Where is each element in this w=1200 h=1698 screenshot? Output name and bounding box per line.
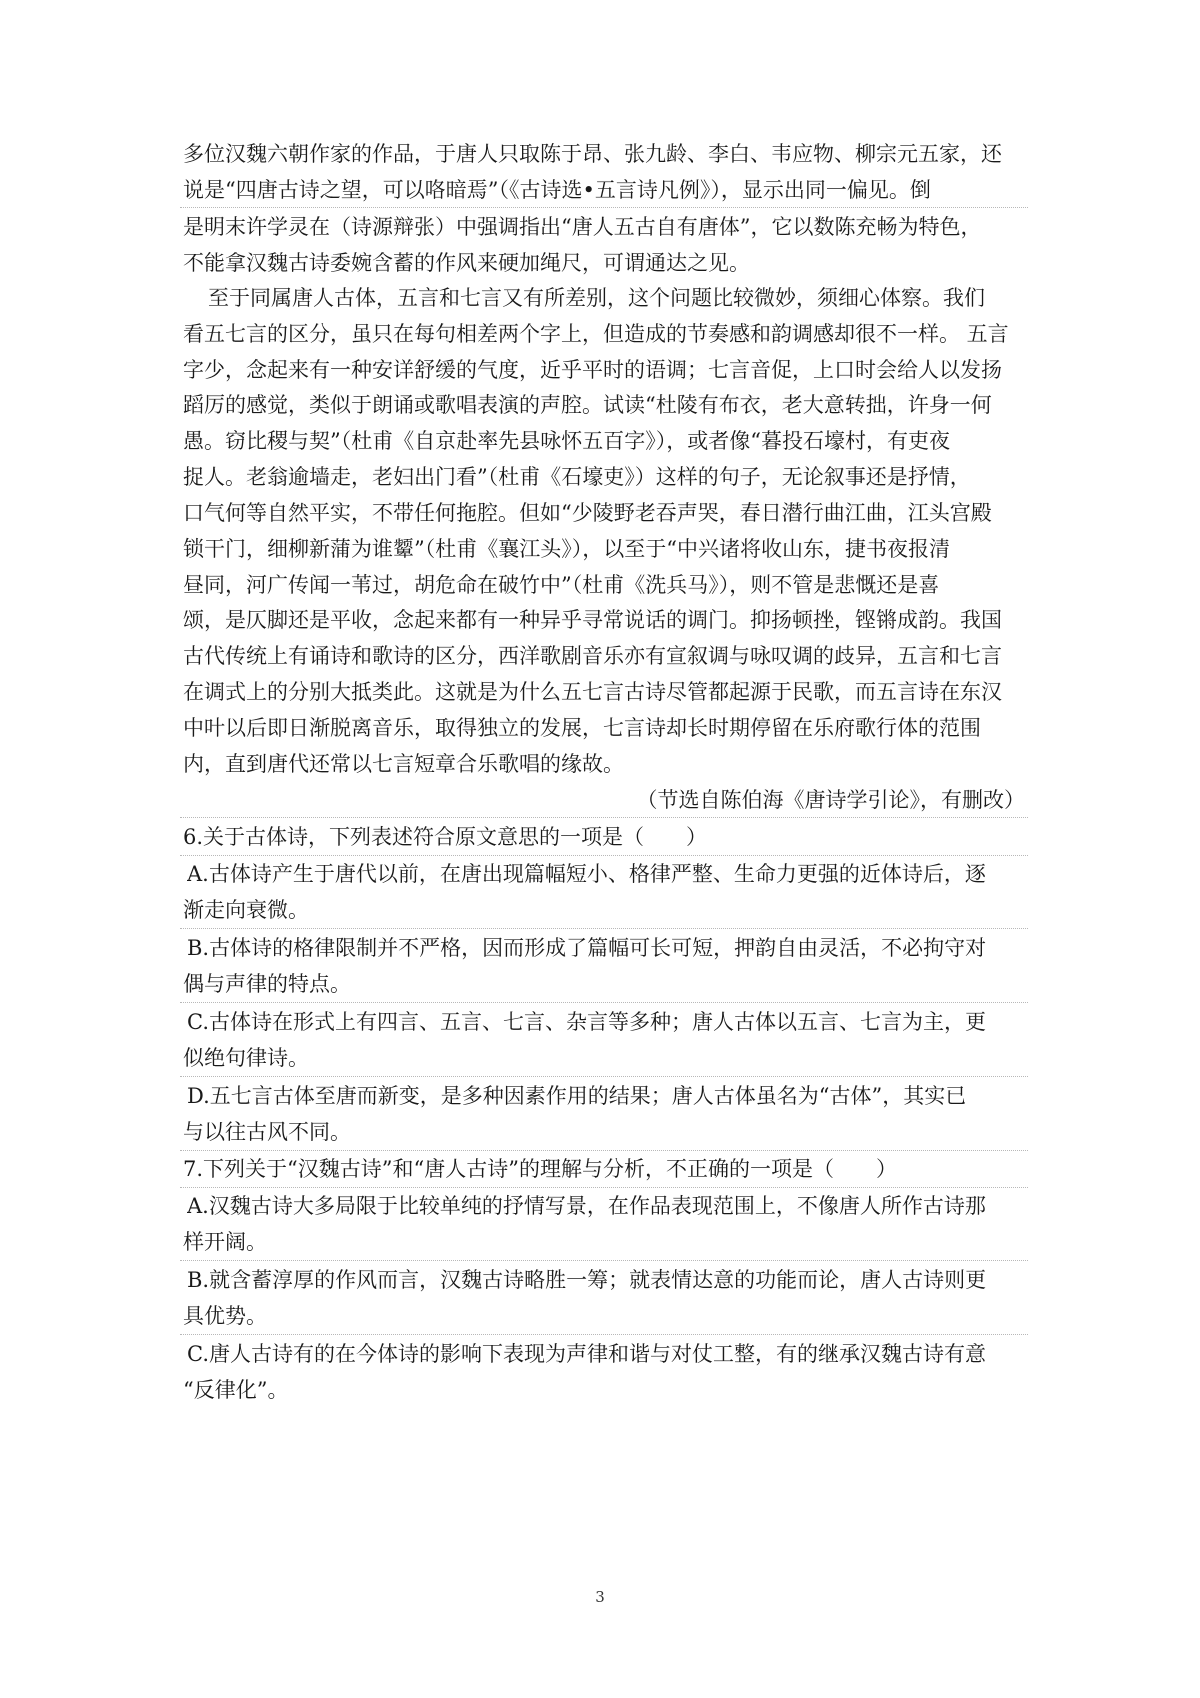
page-number: 3 <box>595 1588 605 1606</box>
passage-line: 多位汉魏六朝作家的作品，于唐人只取陈于昂、张九龄、李白、韦应物、柳宗元五家，还 <box>183 142 1002 166</box>
source-citation: （节选自陈伯海《唐诗学引论》，有删改） <box>636 788 1025 812</box>
dotted-divider <box>180 928 1028 929</box>
dotted-divider <box>180 1187 1028 1188</box>
passage-line: 字少，念起来有一种安详舒缓的气度，近乎平时的语调；七言音促，上口时会给人以发扬 <box>183 358 1002 382</box>
passage-line: 不能拿汉魏古诗委婉含蓄的作风来硬加绳尺，可谓通达之见。 <box>183 251 750 275</box>
dotted-divider <box>180 207 1028 208</box>
question-7-option-c-cont: “反律化”。 <box>183 1378 289 1402</box>
passage-line: 蹈厉的感觉，类似于朗诵或歌唱表演的声腔。试读“杜陵有布衣，老大意转拙，许身一何 <box>183 393 992 417</box>
passage-line: 锁干门，细柳新蒲为谁颦”（杜甫《襄江头》），以至于“中兴诸将收山东，捷书夜报清 <box>183 537 950 561</box>
dotted-divider <box>180 855 1028 856</box>
passage-line: 口气何等自然平实，不带任何拖腔。但如“少陵野老吞声哭，春日潜行曲江曲，江头宫殿 <box>183 501 992 525</box>
question-6-option-b-cont: 偶与声律的特点。 <box>183 972 351 996</box>
passage-line: 愚。窃比稷与契”（杜甫《自京赴率先县咏怀五百字》），或者像“暮投石壕村，有吏夜 <box>183 429 950 453</box>
question-6-option-b: B.古体诗的格律限制并不严格，因而形成了篇幅可长可短，押韵自由灵活，不必拘守对 <box>187 936 987 960</box>
passage-line: 说是“四唐古诗之望，可以咯暗焉”（《古诗选•五言诗凡例》），显示出同一偏见。倒 <box>183 178 931 202</box>
passage-line: 内，直到唐代还常以七言短章合乐歌唱的缘故。 <box>183 752 624 776</box>
dotted-divider <box>180 1150 1028 1151</box>
question-7-option-b-cont: 具优势。 <box>183 1304 267 1328</box>
dotted-divider <box>180 817 1028 818</box>
question-6-option-c-cont: 似绝句律诗。 <box>183 1046 309 1070</box>
dotted-divider <box>180 1260 1028 1261</box>
question-6-option-c: C.古体诗在形式上有四言、五言、七言、杂言等多种；唐人古体以五言、七言为主，更 <box>187 1010 986 1034</box>
question-7-option-c: C.唐人古诗有的在今体诗的影响下表现为声律和谐与对仗工整，有的继承汉魏古诗有意 <box>187 1342 986 1366</box>
dotted-divider <box>180 1002 1028 1003</box>
question-7-option-a-cont: 样开阔。 <box>183 1230 267 1254</box>
dotted-divider <box>180 1076 1028 1077</box>
passage-line: 看五七言的区分，虽只在每句相差两个字上，但造成的节奏感和韵调感却很不一样。 五言 <box>183 322 1009 346</box>
passage-line: 中叶以后即日渐脱离音乐，取得独立的发展，七言诗却长时期停留在乐府歌行体的范围 <box>183 716 981 740</box>
passage-line: 在调式上的分别大抵类此。这就是为什么五七言古诗尽管都起源于民歌，而五言诗在东汉 <box>183 680 1002 704</box>
passage-line: 至于同属唐人古体，五言和七言又有所差别，这个问题比较微妙，须细心体察。我们 <box>208 286 985 310</box>
question-6-stem: 6.关于古体诗，下列表述符合原文意思的一项是（ ） <box>183 825 708 849</box>
passage-line: 捉人。老翁逾墙走，老妇出门看”（杜甫《石壕吏》）这样的句子，无论叙事还是抒情， <box>183 465 971 489</box>
question-6-option-d: D.五七言古体至唐而新变，是多种因素作用的结果；唐人古体虽名为“古体”，其实已 <box>187 1084 967 1108</box>
question-7-option-a: A.汉魏古诗大多局限于比较单纯的抒情写景，在作品表现范围上，不像唐人所作古诗那 <box>187 1194 986 1218</box>
passage-line: 昼同，河广传闻一苇过，胡危命在破竹中”（杜甫《洗兵马》），则不管是悲慨还是喜 <box>183 573 940 597</box>
passage-line: 是明末许学灵在（诗源辩张）中强调指出“唐人五古自有唐体”，它以数陈充畅为特色， <box>183 215 982 239</box>
question-6-option-d-cont: 与以往古风不同。 <box>183 1120 351 1144</box>
question-6-option-a-cont: 渐走向衰微。 <box>183 898 309 922</box>
passage-line: 颂，是仄脚还是平收，念起来都有一种异乎寻常说话的调门。抑扬顿挫，铿锵成韵。我国 <box>183 608 1002 632</box>
question-6-option-a: A.古体诗产生于唐代以前，在唐出现篇幅短小、格律严整、生命力更强的近体诗后，逐 <box>187 862 986 886</box>
dotted-divider <box>180 1334 1028 1335</box>
question-7-stem: 7.下列关于“汉魏古诗”和“唐人古诗”的理解与分析，不正确的一项是（ ） <box>183 1157 897 1181</box>
passage-line: 古代传统上有诵诗和歌诗的区分，西洋歌剧音乐亦有宣叙调与咏叹调的歧异，五言和七言 <box>183 644 1002 668</box>
question-7-option-b: B.就含蓄淳厚的作风而言，汉魏古诗略胜一筹；就表情达意的功能而论，唐人古诗则更 <box>187 1268 987 1292</box>
